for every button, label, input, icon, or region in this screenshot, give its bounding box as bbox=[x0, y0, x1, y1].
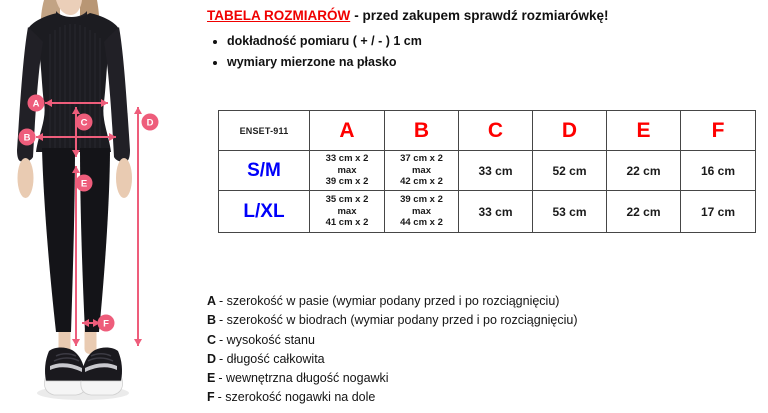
svg-text:D: D bbox=[146, 117, 154, 129]
model-code: ENSET-911 bbox=[219, 111, 310, 151]
size-label-lxl: L/XL bbox=[219, 191, 310, 233]
size-row-lxl bbox=[219, 191, 756, 233]
size-table-col-a: A bbox=[310, 111, 385, 151]
svg-text:A: A bbox=[32, 98, 40, 110]
size-label-sm: S/M bbox=[219, 151, 310, 191]
svg-text:F: F bbox=[103, 318, 109, 330]
page-title bbox=[207, 8, 609, 23]
hand-left bbox=[18, 158, 34, 198]
header bbox=[207, 8, 609, 73]
measure-marker-d bbox=[142, 114, 159, 131]
size-table-col-e: E bbox=[607, 111, 681, 151]
hand-right bbox=[116, 158, 132, 198]
model-figure bbox=[0, 0, 190, 413]
measurement-legend bbox=[207, 292, 578, 408]
svg-text:B: B bbox=[23, 132, 31, 144]
legend-item-c: C - wysokość stanu bbox=[207, 332, 315, 347]
measure-arrow-d bbox=[134, 107, 142, 346]
page-title-suffix: - przed zakupem sprawdź rozmiarówkę! bbox=[354, 8, 609, 23]
size-table-col-b: B bbox=[385, 111, 459, 151]
legend-item-a: A - szerokość w pasie (wymiar podany przed i po rozciągnięciu) bbox=[207, 294, 560, 308]
cell-sm-f: 16 cm bbox=[681, 151, 756, 191]
svg-text:E: E bbox=[80, 178, 88, 190]
size-table-col-c: C bbox=[459, 111, 533, 151]
size-table bbox=[218, 110, 756, 233]
model-photo bbox=[0, 0, 190, 413]
legend-item-e: E - wewnętrzna długość nogawki bbox=[207, 371, 389, 386]
measure-marker-a bbox=[28, 95, 45, 112]
cell-lxl-d: 53 cm bbox=[533, 191, 607, 233]
leggings-left bbox=[42, 148, 75, 332]
size-row-sm bbox=[219, 151, 756, 191]
measure-marker-f bbox=[98, 315, 115, 332]
cell-lxl-a: 35 cm x 2 max 41 cm x 2 bbox=[310, 191, 385, 233]
size-table-col-d: D bbox=[533, 111, 607, 151]
sneaker-right bbox=[81, 347, 123, 395]
page-title-highlight: TABELA ROZMIARÓW bbox=[207, 8, 351, 23]
cell-lxl-f: 17 cm bbox=[681, 191, 756, 233]
measure-marker-e bbox=[76, 175, 93, 192]
size-table-header-row bbox=[219, 111, 756, 151]
measure-marker-c bbox=[76, 114, 93, 131]
cell-sm-a: 33 cm x 2 max 39 cm x 2 bbox=[310, 151, 385, 191]
legend-item-d: D - długość całkowita bbox=[207, 351, 325, 366]
cell-sm-e: 22 cm bbox=[607, 151, 681, 191]
svg-text:C: C bbox=[80, 117, 88, 129]
legend-item-b: B - szerokość w biodrach (wymiar podany przed i po rozciągnięciu) bbox=[207, 313, 578, 328]
size-table-col-f: F bbox=[681, 111, 756, 151]
legend-item-f: F - szerokość nogawki na dole bbox=[207, 390, 376, 405]
sweater-torso bbox=[28, 13, 119, 152]
cell-lxl-b: 39 cm x 2 max 44 cm x 2 bbox=[385, 191, 459, 233]
note-flat-measure: • wymiary mierzone na płasko bbox=[227, 52, 609, 73]
cell-sm-c: 33 cm bbox=[459, 151, 533, 191]
measure-marker-b bbox=[19, 129, 36, 146]
sneaker-left bbox=[44, 347, 86, 395]
cell-sm-d: 52 cm bbox=[533, 151, 607, 191]
notes-list bbox=[211, 31, 609, 73]
note-accuracy: • dokładność pomiaru ( + / - ) 1 cm bbox=[227, 31, 609, 52]
cell-lxl-e: 22 cm bbox=[607, 191, 681, 233]
cell-sm-b: 37 cm x 2 max 42 cm x 2 bbox=[385, 151, 459, 191]
cell-lxl-c: 33 cm bbox=[459, 191, 533, 233]
